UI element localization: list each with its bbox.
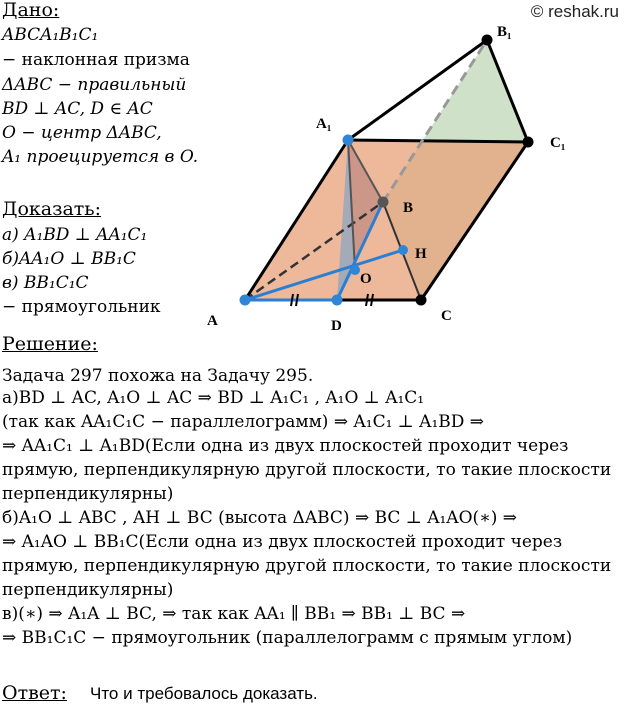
- point-c: [416, 295, 427, 306]
- solution-line: ⇒ AA₁C₁ ⊥ A₁BD(Если одна из двух плоскостей проходит через: [2, 436, 569, 456]
- label-a1: A₁: [316, 116, 332, 132]
- point-c1: [523, 137, 534, 148]
- point-h: [398, 245, 408, 255]
- point-d: [332, 295, 343, 306]
- given-line: ΔABC − правильный: [2, 75, 187, 95]
- solution-line: ⇒ BB₁C₁C − прямоугольник (параллелограмм с прямым углом): [2, 628, 573, 648]
- prove-line: б)AA₁O ⊥ BB₁C: [2, 249, 136, 269]
- point-b1: [482, 35, 493, 46]
- given-line: BD ⊥ AC, D ∈ AC: [2, 99, 153, 119]
- point-a: [240, 295, 251, 306]
- prove-line: − прямоугольник: [2, 297, 161, 317]
- solution-line: перпендикулярны): [2, 580, 174, 600]
- solution-heading: Решение:: [2, 333, 98, 355]
- solution-line: б)A₁O ⊥ ABC , AH ⊥ BC (высота ΔABC) ⇒ BC ⊥ A₁AO(∗) ⇒: [2, 508, 517, 528]
- edge-a1c1: [348, 140, 528, 142]
- label-b: B: [403, 200, 414, 216]
- label-c: C: [441, 308, 452, 324]
- point-a1: [343, 135, 354, 146]
- solution-line: прямую, перпендикулярную другой плоскости, то такие плоскости: [2, 556, 612, 576]
- point-b: [378, 197, 389, 208]
- solution-line: в)(∗) ⇒ A₁A ⊥ BC, ⇒ так как AA₁ ∥ BB₁ ⇒ BB₁ ⊥ BC ⇒: [2, 604, 466, 624]
- label-h: H: [415, 246, 427, 262]
- label-o: O: [360, 271, 372, 287]
- label-d: D: [331, 318, 342, 334]
- label-c1: C₁: [550, 135, 566, 151]
- solution-line: прямую, перпендикулярную другой плоскости, то такие плоскости: [2, 460, 612, 480]
- prove-heading: Доказать:: [2, 198, 102, 220]
- prove-line: а) A₁BD ⊥ AA₁C₁: [2, 225, 148, 245]
- watermark: © reshak.ru: [530, 2, 619, 21]
- given-line: − наклонная призма: [2, 50, 190, 70]
- solution-line: (так как AA₁C₁C − параллелограмм) ⇒ A₁C₁ ⊥ A₁BD ⇒: [2, 412, 485, 432]
- given-line: ABCA₁B₁C₁: [2, 25, 99, 45]
- answer-heading: Ответ:: [2, 682, 67, 704]
- label-a: A: [207, 313, 218, 329]
- given-line: O − центр ΔABC,: [2, 123, 162, 143]
- plane-aa1c1c: [245, 140, 528, 300]
- solution-line: Задача 297 похожа на Задачу 295.: [2, 366, 314, 386]
- prove-line: в) BB₁C₁C: [2, 273, 89, 293]
- label-b1: B₁: [497, 24, 512, 40]
- answer-text: Что и требовалось доказать.: [90, 684, 318, 703]
- solution-line: перпендикулярны): [2, 484, 174, 504]
- given-heading: Дано:: [2, 0, 60, 21]
- solution-line: ⇒ A₁AO ⊥ BB₁C(Если одна из двух плоскостей проходит через: [2, 532, 563, 552]
- solution-line: а)BD ⊥ AC, A₁O ⊥ AC ⇒ BD ⊥ A₁C₁ , A₁O ⊥ A₁C₁: [2, 388, 425, 408]
- given-line: A₁ проецируется в O.: [2, 147, 199, 167]
- point-o: [350, 265, 360, 275]
